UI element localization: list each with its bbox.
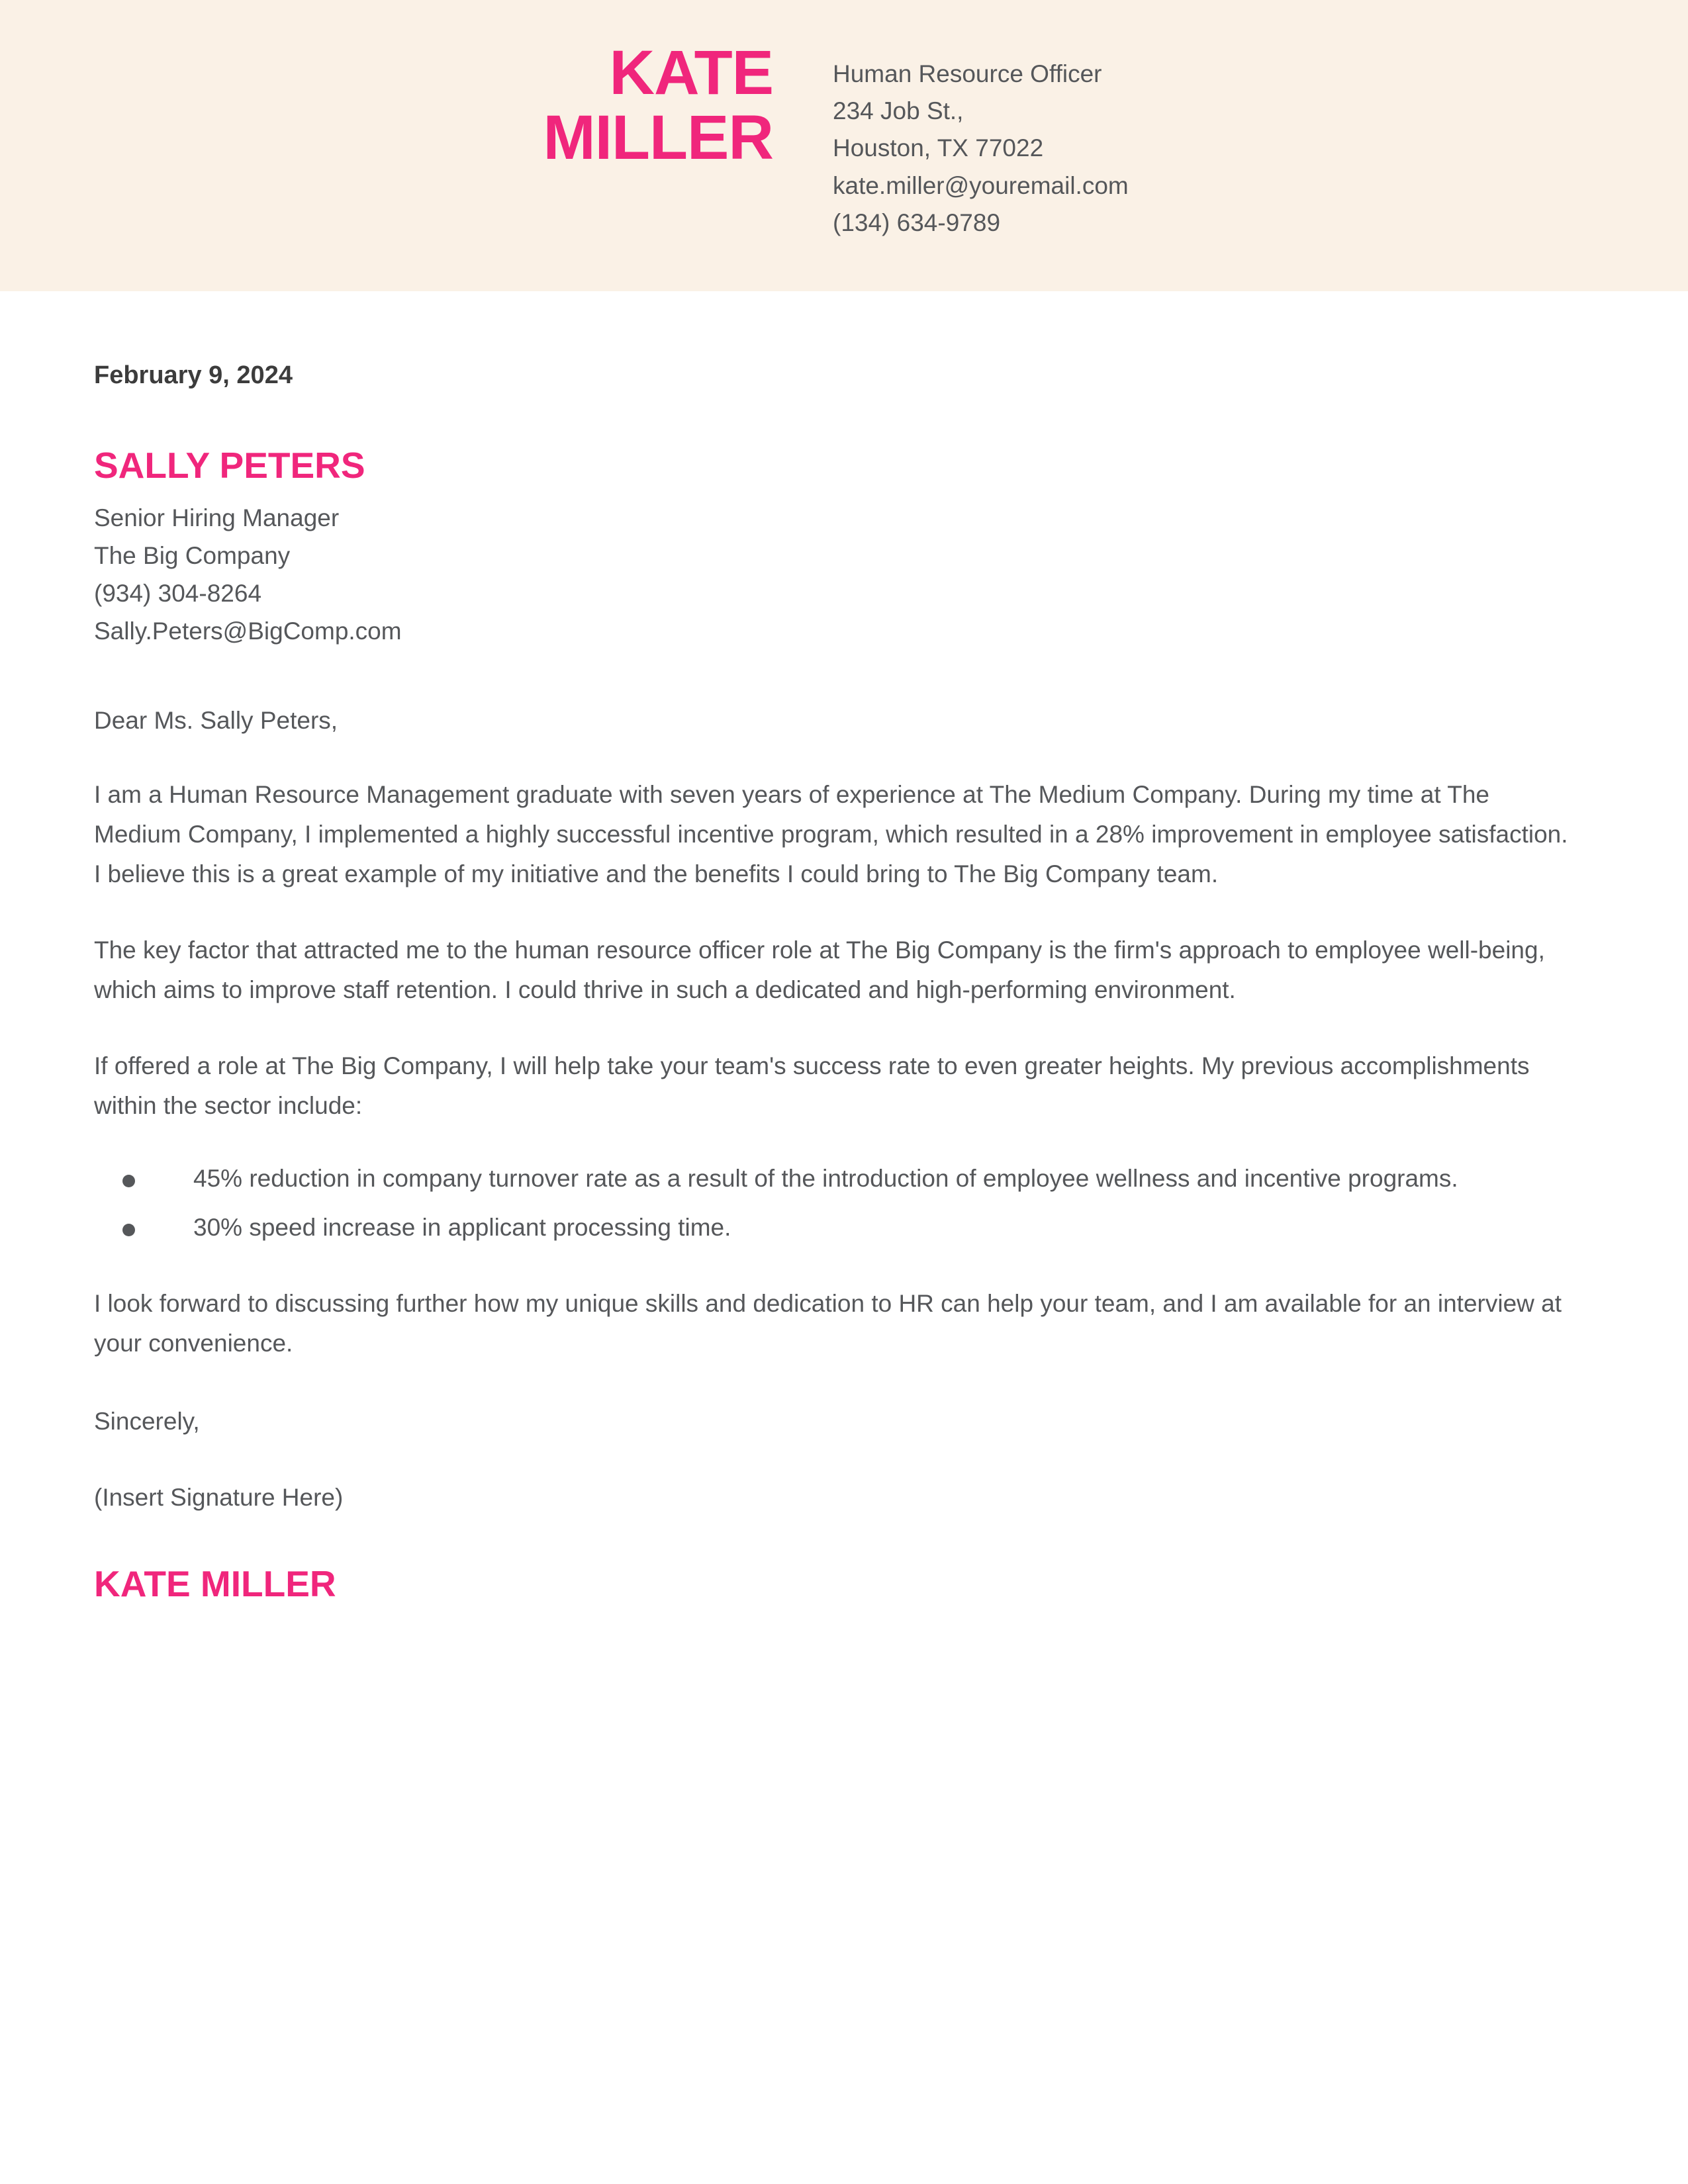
recipient-phone: (934) 304-8264 [94,580,262,608]
bullet-point-icon [122,1175,135,1187]
recipient-name: SALLY PETERS [94,444,365,486]
letterhead-inner [457,38,1129,242]
signature-name: KATE MILLER [94,1563,336,1604]
salutation: Dear Ms. Sally Peters, [94,706,338,734]
sender-contact-block [833,41,1129,242]
sender-phone: (134) 634-9789 [833,208,1001,236]
list-item-text: 30% speed increase in applicant processing time. [193,1213,731,1241]
recipient-company: The Big Company [94,542,291,570]
sender-street: 234 Job St., [833,97,964,125]
sender-last-name: MILLER [543,102,773,173]
list-item-text: 45% reduction in company turnover rate as a result of the introduction of employee wellness and incentive programs. [193,1165,1458,1193]
recipient-details [94,500,1594,651]
letterhead-banner [0,0,1688,291]
accomplishments-list [94,1159,1594,1248]
body-paragraph-final: I look forward to discussing further how my unique skills and dedication to HR can help your team, and I am available for an interview at your convenience. [94,1289,1562,1357]
sender-name [457,38,773,173]
letter-body [0,291,1688,1604]
recipient-email: Sally.Peters@BigComp.com [94,617,402,645]
bullet-point-icon [122,1224,135,1236]
signature-placeholder: (Insert Signature Here) [94,1484,344,1512]
sender-job-title: Human Resource Officer [833,60,1102,87]
body-paragraph-3: If offered a role at The Big Company, I will help take your team's success rate to even greater heights. My previous accomplishments within the sector include: [94,1052,1530,1120]
body-paragraph-2: The key factor that attracted me to the human resource officer role at The Big Company is the firm's approach to employee well-being, which aims to improve staff retention. I could thrive in such a dedicated and high-performing environment. [94,936,1545,1004]
list-item [94,1159,1594,1199]
sender-email: kate.miller@youremail.com [833,171,1129,199]
letter-content [0,361,1688,1604]
body-paragraph-1: I am a Human Resource Management graduate with seven years of experience at The Medium Company. During my time at The Medium Company, I implemented a highly successful incentive program, which resulted in a 28% improvement in employee satisfaction. I believe this is a great example of my initiative and the benefits I could bring to The Big Company team. [94,781,1568,888]
sender-first-name: KATE [609,38,773,108]
recipient-title: Senior Hiring Manager [94,504,340,532]
list-item [94,1208,1594,1248]
letter-date: February 9, 2024 [94,361,293,389]
closing-salutation: Sincerely, [94,1407,200,1435]
sender-city-state-zip: Houston, TX 77022 [833,134,1044,162]
